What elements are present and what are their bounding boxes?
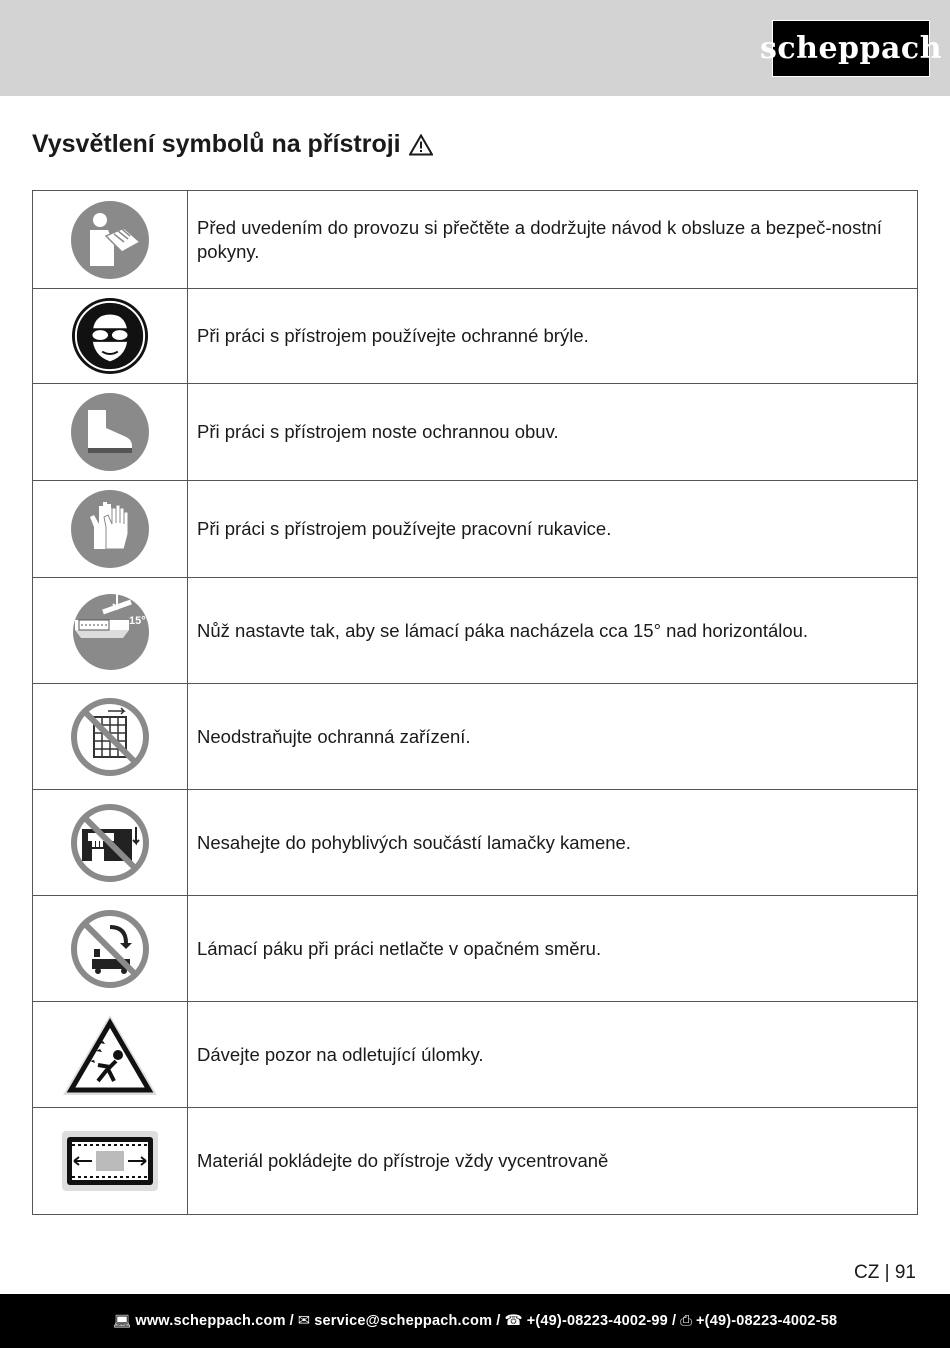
- row-text: Dávejte pozor na odletující úlomky.: [188, 1002, 918, 1108]
- icon-cell: [33, 790, 188, 896]
- footer-contact-bar: [0, 1294, 950, 1348]
- row-text: Nůž nastavte tak, aby se lámací páka nacházela cca 15° nad horizontálou.: [188, 578, 918, 684]
- work-gloves-icon: [70, 489, 150, 569]
- safety-boots-icon: [70, 392, 150, 472]
- table-row: [33, 481, 918, 578]
- no-guard-removal-icon: [70, 697, 150, 777]
- blade-angle-label: 15°: [129, 614, 146, 627]
- table-row: [33, 684, 918, 790]
- icon-cell: [33, 384, 188, 481]
- row-text: Nesahejte do pohyblivých součástí lamačky kamene.: [188, 790, 918, 896]
- icon-cell: [33, 1108, 188, 1215]
- icon-cell: [33, 481, 188, 578]
- phone-icon: ☎: [504, 1313, 523, 1329]
- table-row: [33, 384, 918, 481]
- center-material-icon: [60, 1129, 160, 1193]
- footer-separator: /: [289, 1313, 294, 1329]
- row-text: Lámací páku při práci netlačte v opačném směru.: [188, 896, 918, 1002]
- row-text: Před uvedením do provozu si přečtěte a dodržujte návod k obsluze a bezpeč-nostní pokyny.: [188, 191, 918, 289]
- page-number: CZ | 91: [854, 1262, 916, 1283]
- brand-logo: scheppach: [772, 20, 930, 77]
- row-text: Při práci s přístrojem používejte pracovní rukavice.: [188, 481, 918, 578]
- table-row: [33, 1002, 918, 1108]
- row-text: Při práci s přístrojem používejte ochranné brýle.: [188, 289, 918, 384]
- row-text: Neodstraňujte ochranná zařízení.: [188, 684, 918, 790]
- no-reverse-lever-icon: [70, 909, 150, 989]
- safety-goggles-icon: [71, 297, 149, 375]
- footer-email[interactable]: service@scheppach.com: [314, 1313, 493, 1329]
- footer-separator: /: [496, 1313, 501, 1329]
- icon-cell: [33, 684, 188, 790]
- icon-cell: [33, 896, 188, 1002]
- fax-icon: ⎙: [680, 1313, 692, 1329]
- blade-angle-15-icon: [69, 590, 151, 672]
- row-text: Materiál pokládejte do přístroje vždy vycentrovaně: [188, 1108, 918, 1215]
- table-row: [33, 191, 918, 289]
- icon-cell: [33, 191, 188, 289]
- icon-cell: [33, 578, 188, 684]
- warning-triangle-icon: [409, 134, 433, 156]
- table-row: [33, 1108, 918, 1215]
- symbol-table: [32, 190, 918, 1215]
- table-row: [33, 896, 918, 1002]
- page-title-text: Vysvětlení symbolů na přístroji: [32, 130, 401, 158]
- table-row: [33, 578, 918, 684]
- email-icon: ✉: [297, 1313, 311, 1329]
- footer-fax: +(49)-08223-4002-58: [696, 1313, 838, 1329]
- page-title: [32, 130, 433, 159]
- read-manual-icon: [70, 200, 150, 280]
- icon-cell: [33, 1002, 188, 1108]
- icon-cell: [33, 289, 188, 384]
- footer-phone: +(49)-08223-4002-99: [526, 1313, 668, 1329]
- row-text: Při práci s přístrojem noste ochrannou obuv.: [188, 384, 918, 481]
- table-row: [33, 790, 918, 896]
- no-hands-moving-parts-icon: [70, 803, 150, 883]
- computer-icon: 💻︎: [112, 1313, 132, 1330]
- footer-website[interactable]: www.scheppach.com: [135, 1313, 286, 1329]
- footer-separator: /: [671, 1313, 677, 1329]
- flying-fragments-warning-icon: [60, 1011, 160, 1099]
- table-row: [33, 289, 918, 384]
